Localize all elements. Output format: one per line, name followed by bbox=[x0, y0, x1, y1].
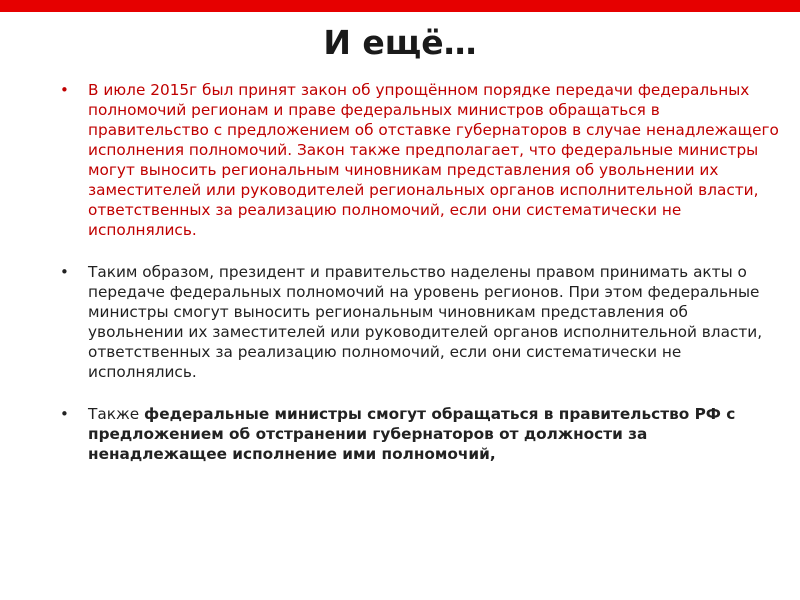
bullet-dot-icon: • bbox=[60, 405, 69, 423]
top-accent-bar bbox=[0, 0, 800, 12]
bullet-text: В июле 2015г был принят закон об упрощённом порядке передачи федеральных полномочий регионам и праве федеральных министров обращаться в правительство с предложением об отставке губернаторов в случае ненадлежащего исполнения полномочий. Закон также предполагает, что федеральные министры могут выносить региональным чиновникам представления об увольнении их заместителей или руководителей региональных органов исполнительной власти, ответственных за реализацию полномочий, если они систематически не исполнялись. bbox=[88, 81, 779, 239]
bullet-text-plain: Также bbox=[88, 405, 145, 423]
bullet-item-law-2015 bbox=[60, 80, 780, 240]
bullet-text bbox=[88, 405, 735, 463]
bullet-item-powers bbox=[60, 262, 780, 382]
bullet-dot-icon: • bbox=[60, 263, 69, 281]
bullet-text: Таким образом, президент и правительство наделены правом принимать акты о передаче федеральных полномочий на уровень регионов. При этом федеральные министры смогут выносить региональным чиновникам представления об увольнении их заместителей или руководителей органов исполнительной власти, ответственных за реализацию полномочий, если они систематически не исполнялись. bbox=[88, 263, 763, 381]
bullet-dot-icon: • bbox=[60, 81, 69, 99]
bullet-text-bold: федеральные министры смогут обращаться в правительство РФ с предложением об отстранении губернаторов от должности за ненадлежащее исполнение ими полномочий, bbox=[88, 405, 736, 463]
bullet-list bbox=[60, 80, 780, 486]
bullet-item-ministers bbox=[60, 404, 780, 464]
slide-title: И ещё… bbox=[323, 23, 477, 62]
